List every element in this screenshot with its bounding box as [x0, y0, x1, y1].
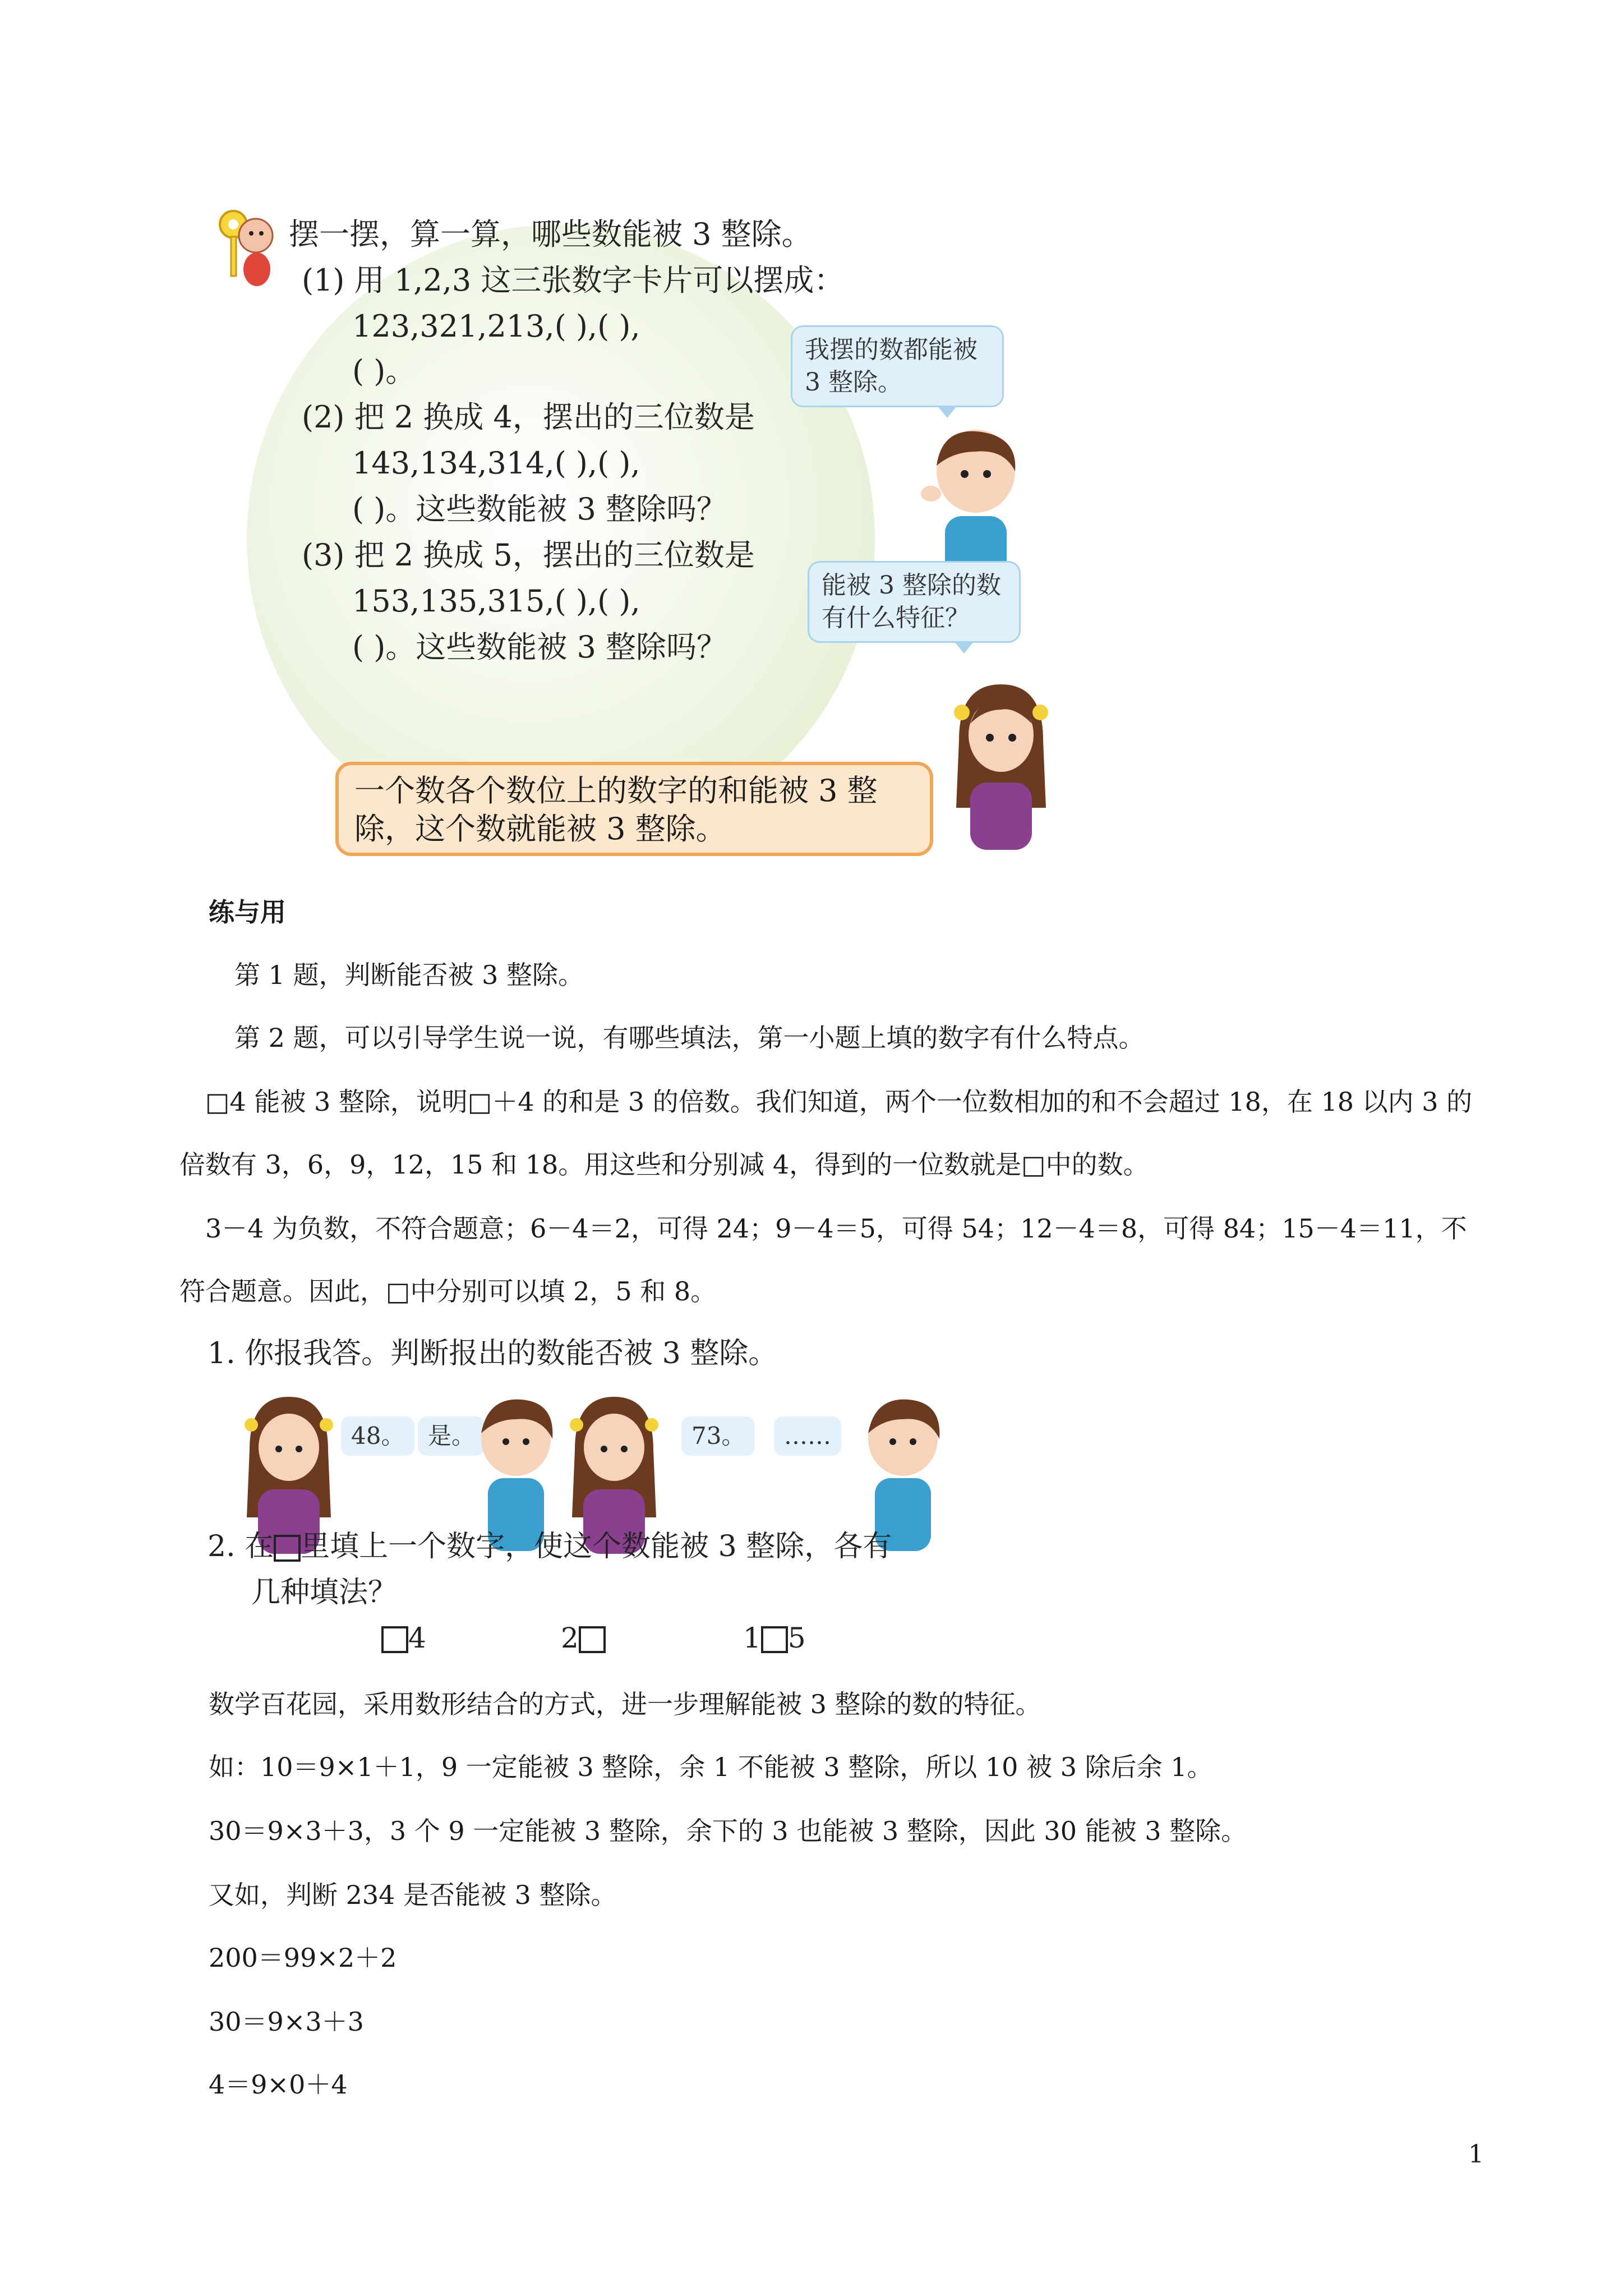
blank-box-icon	[579, 1626, 606, 1653]
blank-box-icon	[761, 1626, 788, 1653]
girl-illustration	[948, 679, 1054, 853]
page-number: 1	[1468, 2140, 1484, 2169]
equation-4: 4＝9×0＋4	[209, 2069, 348, 2100]
q2-line3: ( )。这些数能被 3 整除吗？	[352, 491, 727, 527]
q3-line2: 153,135,315,( ),( ),	[352, 583, 640, 619]
paragraph-6: 如：10＝9×1＋1，9 一定能被 3 整除，余 1 不能被 3 整除，所以 10 被 3 除后余 1。	[209, 1752, 1213, 1782]
fill-item-3: 1 5	[743, 1622, 806, 1654]
boy-illustration	[920, 426, 1032, 583]
q3-line3: ( )。这些数能被 3 整除吗？	[352, 629, 727, 665]
equation-200: 200＝99×2＋2	[209, 1943, 397, 1973]
section-title: 练与用	[209, 897, 286, 927]
speech-bubble-girl: 能被 3 整除的数有什么特征？	[808, 561, 1021, 643]
speech-bubble-boy: 我摆的数都能被 3 整除。	[791, 325, 1004, 407]
exercise-2-line1: 2. 在 里填上一个数字，使这个数能被 3 整除，各有	[208, 1530, 892, 1563]
key-mascot-icon	[212, 208, 279, 292]
textbook-figure-divisibility	[202, 202, 1077, 869]
q1-line3: ( )。	[352, 353, 416, 389]
paragraph-2: 第 2 题，可以引导学生说一说，有哪些填法，第一小题上填的数字有什么特点。	[234, 1023, 1145, 1053]
speech-bubble-48: 48。	[341, 1416, 414, 1456]
speech-bubble-ellipsis: ……	[774, 1416, 841, 1456]
paragraph-4: 3－4 为负数，不符合题意；6－4＝2，可得 24；9－4＝5，可得 54；12－4＝8，可得 84；15－4＝11，不符合题意。因此，□中分别可以填 2，5 和 8。	[179, 1213, 1467, 1306]
fill-item-2: 2	[561, 1621, 606, 1655]
speech-bubble-73: 73。	[681, 1416, 755, 1456]
blank-box-icon	[381, 1626, 408, 1653]
exercise-2-line2: 几种填法？	[251, 1576, 398, 1609]
paragraph-8: 又如，判断 234 是否能被 3 整除。	[209, 1880, 617, 1910]
textbook-figure-exercises	[202, 1327, 976, 1669]
q1-line1: (1) 用 1,2,3 这三张数字卡片可以摆成：	[302, 263, 845, 298]
exercise-1-text: 1. 你报我答。判断报出的数能否被 3 整除。	[208, 1337, 778, 1370]
intro-text: 摆一摆，算一算，哪些数能被 3 整除。	[289, 217, 812, 252]
paragraph-5: 数学百花园，采用数形结合的方式，进一步理解能被 3 整除的数的特征。	[209, 1689, 1041, 1719]
q2-line1: (2) 把 2 换成 4，摆出的三位数是	[302, 399, 755, 435]
fill-item-1: 4	[381, 1621, 426, 1655]
paragraph-7: 30＝9×3＋3，3 个 9 一定能被 3 整除，余下的 3 也能被 3 整除，因此 30 能被 3 整除。	[209, 1816, 1247, 1846]
paragraph-1: 第 1 题，判断能否被 3 整除。	[234, 960, 584, 990]
paragraph-3: □4 能被 3 整除，说明□＋4 的和是 3 的倍数。我们知道，两个一位数相加的和不会超过 18，在 18 以内 3 的倍数有 3，6，9，12，15 和 18。用这些和分别减 4，得到的一位数就是□中的数。	[179, 1087, 1473, 1180]
q3-line1: (3) 把 2 换成 5，摆出的三位数是	[302, 537, 755, 573]
q1-line2: 123,321,213,( ),( ),	[352, 309, 640, 344]
blank-box-icon	[274, 1535, 301, 1562]
equation-30: 30＝9×3＋3	[209, 2007, 364, 2037]
q2-line2: 143,134,314,( ),( ),	[352, 445, 640, 481]
speech-bubble-yes: 是。	[418, 1416, 485, 1456]
rule-box: 一个数各个数位上的数字的和能被 3 整除，这个数就能被 3 整除。	[335, 762, 933, 856]
